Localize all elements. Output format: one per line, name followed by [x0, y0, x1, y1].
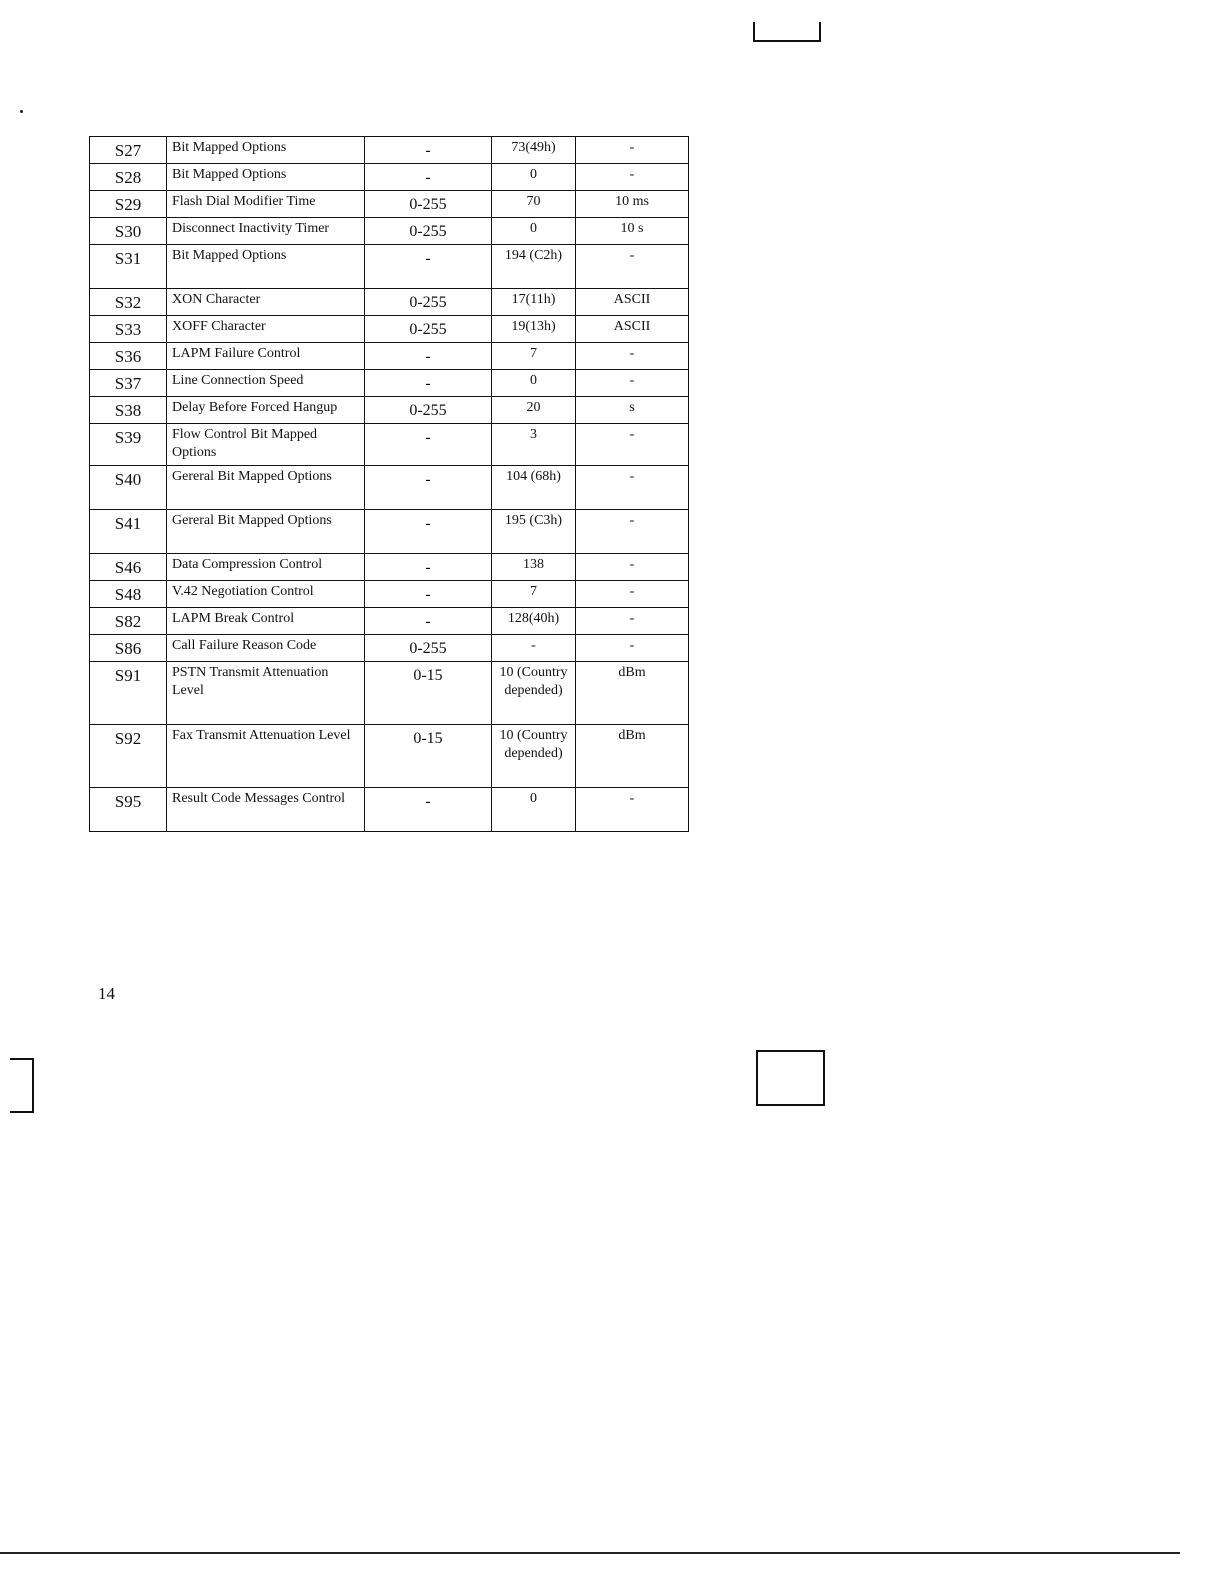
register-cell: S40 — [90, 466, 167, 510]
description-cell: Disconnect Inactivity Timer — [167, 218, 365, 245]
register-cell: S37 — [90, 370, 167, 397]
default-cell: 195 (C3h) — [492, 510, 576, 554]
unit-cell: - — [576, 137, 689, 164]
table-row — [90, 554, 689, 581]
unit-cell: - — [576, 343, 689, 370]
register-cell: S27 — [90, 137, 167, 164]
range-cell: - — [365, 370, 492, 397]
range-cell: - — [365, 788, 492, 832]
table-row — [90, 137, 689, 164]
register-cell: S38 — [90, 397, 167, 424]
description-cell: Fax Transmit Attenuation Level — [167, 725, 365, 788]
unit-cell: dBm — [576, 662, 689, 725]
default-cell: 20 — [492, 397, 576, 424]
register-cell: S92 — [90, 725, 167, 788]
register-cell: S46 — [90, 554, 167, 581]
unit-cell: - — [576, 245, 689, 289]
unit-cell: - — [576, 466, 689, 510]
description-cell: XON Character — [167, 289, 365, 316]
crop-mark-box — [756, 1050, 825, 1106]
crop-mark-top — [753, 22, 821, 42]
description-cell: LAPM Failure Control — [167, 343, 365, 370]
description-cell: V.42 Negotiation Control — [167, 581, 365, 608]
register-cell: S39 — [90, 424, 167, 466]
range-cell: - — [365, 245, 492, 289]
range-cell: 0-255 — [365, 316, 492, 343]
table-row — [90, 370, 689, 397]
default-cell: 0 — [492, 788, 576, 832]
table-row — [90, 466, 689, 510]
default-cell: 3 — [492, 424, 576, 466]
default-cell: 73(49h) — [492, 137, 576, 164]
default-cell: 194 (C2h) — [492, 245, 576, 289]
description-cell: Bit Mapped Options — [167, 164, 365, 191]
register-cell: S36 — [90, 343, 167, 370]
table-row — [90, 510, 689, 554]
table-row — [90, 316, 689, 343]
description-cell: Delay Before Forced Hangup — [167, 397, 365, 424]
range-cell: 0-15 — [365, 662, 492, 725]
unit-cell: - — [576, 424, 689, 466]
register-cell: S33 — [90, 316, 167, 343]
register-cell: S29 — [90, 191, 167, 218]
table-row — [90, 635, 689, 662]
description-cell: Bit Mapped Options — [167, 137, 365, 164]
register-cell: S86 — [90, 635, 167, 662]
register-cell: S31 — [90, 245, 167, 289]
default-cell: 19(13h) — [492, 316, 576, 343]
description-cell: Gereral Bit Mapped Options — [167, 466, 365, 510]
default-cell: 10 (Country depended) — [492, 725, 576, 788]
unit-cell: - — [576, 370, 689, 397]
unit-cell: 10 ms — [576, 191, 689, 218]
range-cell: - — [365, 554, 492, 581]
table-row — [90, 608, 689, 635]
table-row — [90, 788, 689, 832]
unit-cell: - — [576, 164, 689, 191]
register-cell: S32 — [90, 289, 167, 316]
table-row — [90, 397, 689, 424]
default-cell: 7 — [492, 343, 576, 370]
default-cell: 128(40h) — [492, 608, 576, 635]
default-cell: 0 — [492, 164, 576, 191]
default-cell: 104 (68h) — [492, 466, 576, 510]
description-cell: Call Failure Reason Code — [167, 635, 365, 662]
unit-cell: 10 s — [576, 218, 689, 245]
register-cell: S48 — [90, 581, 167, 608]
table-row — [90, 289, 689, 316]
default-cell: 0 — [492, 370, 576, 397]
range-cell: - — [365, 424, 492, 466]
range-cell: - — [365, 164, 492, 191]
unit-cell: - — [576, 581, 689, 608]
default-cell: 17(11h) — [492, 289, 576, 316]
default-cell: 138 — [492, 554, 576, 581]
range-cell: - — [365, 581, 492, 608]
register-cell: S41 — [90, 510, 167, 554]
range-cell: 0-15 — [365, 725, 492, 788]
description-cell: Result Code Messages Control — [167, 788, 365, 832]
table-row — [90, 164, 689, 191]
description-cell: Bit Mapped Options — [167, 245, 365, 289]
table-row — [90, 581, 689, 608]
range-cell: - — [365, 510, 492, 554]
unit-cell: ASCII — [576, 289, 689, 316]
range-cell: 0-255 — [365, 397, 492, 424]
bottom-rule — [0, 1552, 1180, 1554]
page-number: 14 — [98, 984, 115, 1003]
description-cell: Flash Dial Modifier Time — [167, 191, 365, 218]
s-register-table — [89, 136, 689, 832]
range-cell: 0-255 — [365, 635, 492, 662]
register-cell: S28 — [90, 164, 167, 191]
unit-cell: - — [576, 635, 689, 662]
register-cell: S91 — [90, 662, 167, 725]
table-row — [90, 662, 689, 725]
table-row — [90, 218, 689, 245]
description-cell: PSTN Transmit Attenuation Level — [167, 662, 365, 725]
description-cell: Flow Control Bit Mapped Options — [167, 424, 365, 466]
table-row — [90, 343, 689, 370]
crop-mark-left — [10, 1058, 34, 1113]
unit-cell: - — [576, 788, 689, 832]
unit-cell: - — [576, 510, 689, 554]
range-cell: - — [365, 343, 492, 370]
unit-cell: ASCII — [576, 316, 689, 343]
range-cell: - — [365, 466, 492, 510]
unit-cell: s — [576, 397, 689, 424]
register-cell: S30 — [90, 218, 167, 245]
default-cell: - — [492, 635, 576, 662]
table-row — [90, 191, 689, 218]
default-cell: 0 — [492, 218, 576, 245]
description-cell: XOFF Character — [167, 316, 365, 343]
description-cell: Line Connection Speed — [167, 370, 365, 397]
range-cell: 0-255 — [365, 191, 492, 218]
table-row — [90, 245, 689, 289]
default-cell: 7 — [492, 581, 576, 608]
unit-cell: - — [576, 608, 689, 635]
unit-cell: - — [576, 554, 689, 581]
unit-cell: dBm — [576, 725, 689, 788]
default-cell: 70 — [492, 191, 576, 218]
description-cell: Gereral Bit Mapped Options — [167, 510, 365, 554]
range-cell: - — [365, 137, 492, 164]
range-cell: 0-255 — [365, 289, 492, 316]
description-cell: Data Compression Control — [167, 554, 365, 581]
description-cell: LAPM Break Control — [167, 608, 365, 635]
range-cell: - — [365, 608, 492, 635]
scan-speck — [20, 110, 23, 113]
register-cell: S95 — [90, 788, 167, 832]
register-cell: S82 — [90, 608, 167, 635]
range-cell: 0-255 — [365, 218, 492, 245]
table-row — [90, 424, 689, 466]
table-row — [90, 725, 689, 788]
default-cell: 10 (Country depended) — [492, 662, 576, 725]
